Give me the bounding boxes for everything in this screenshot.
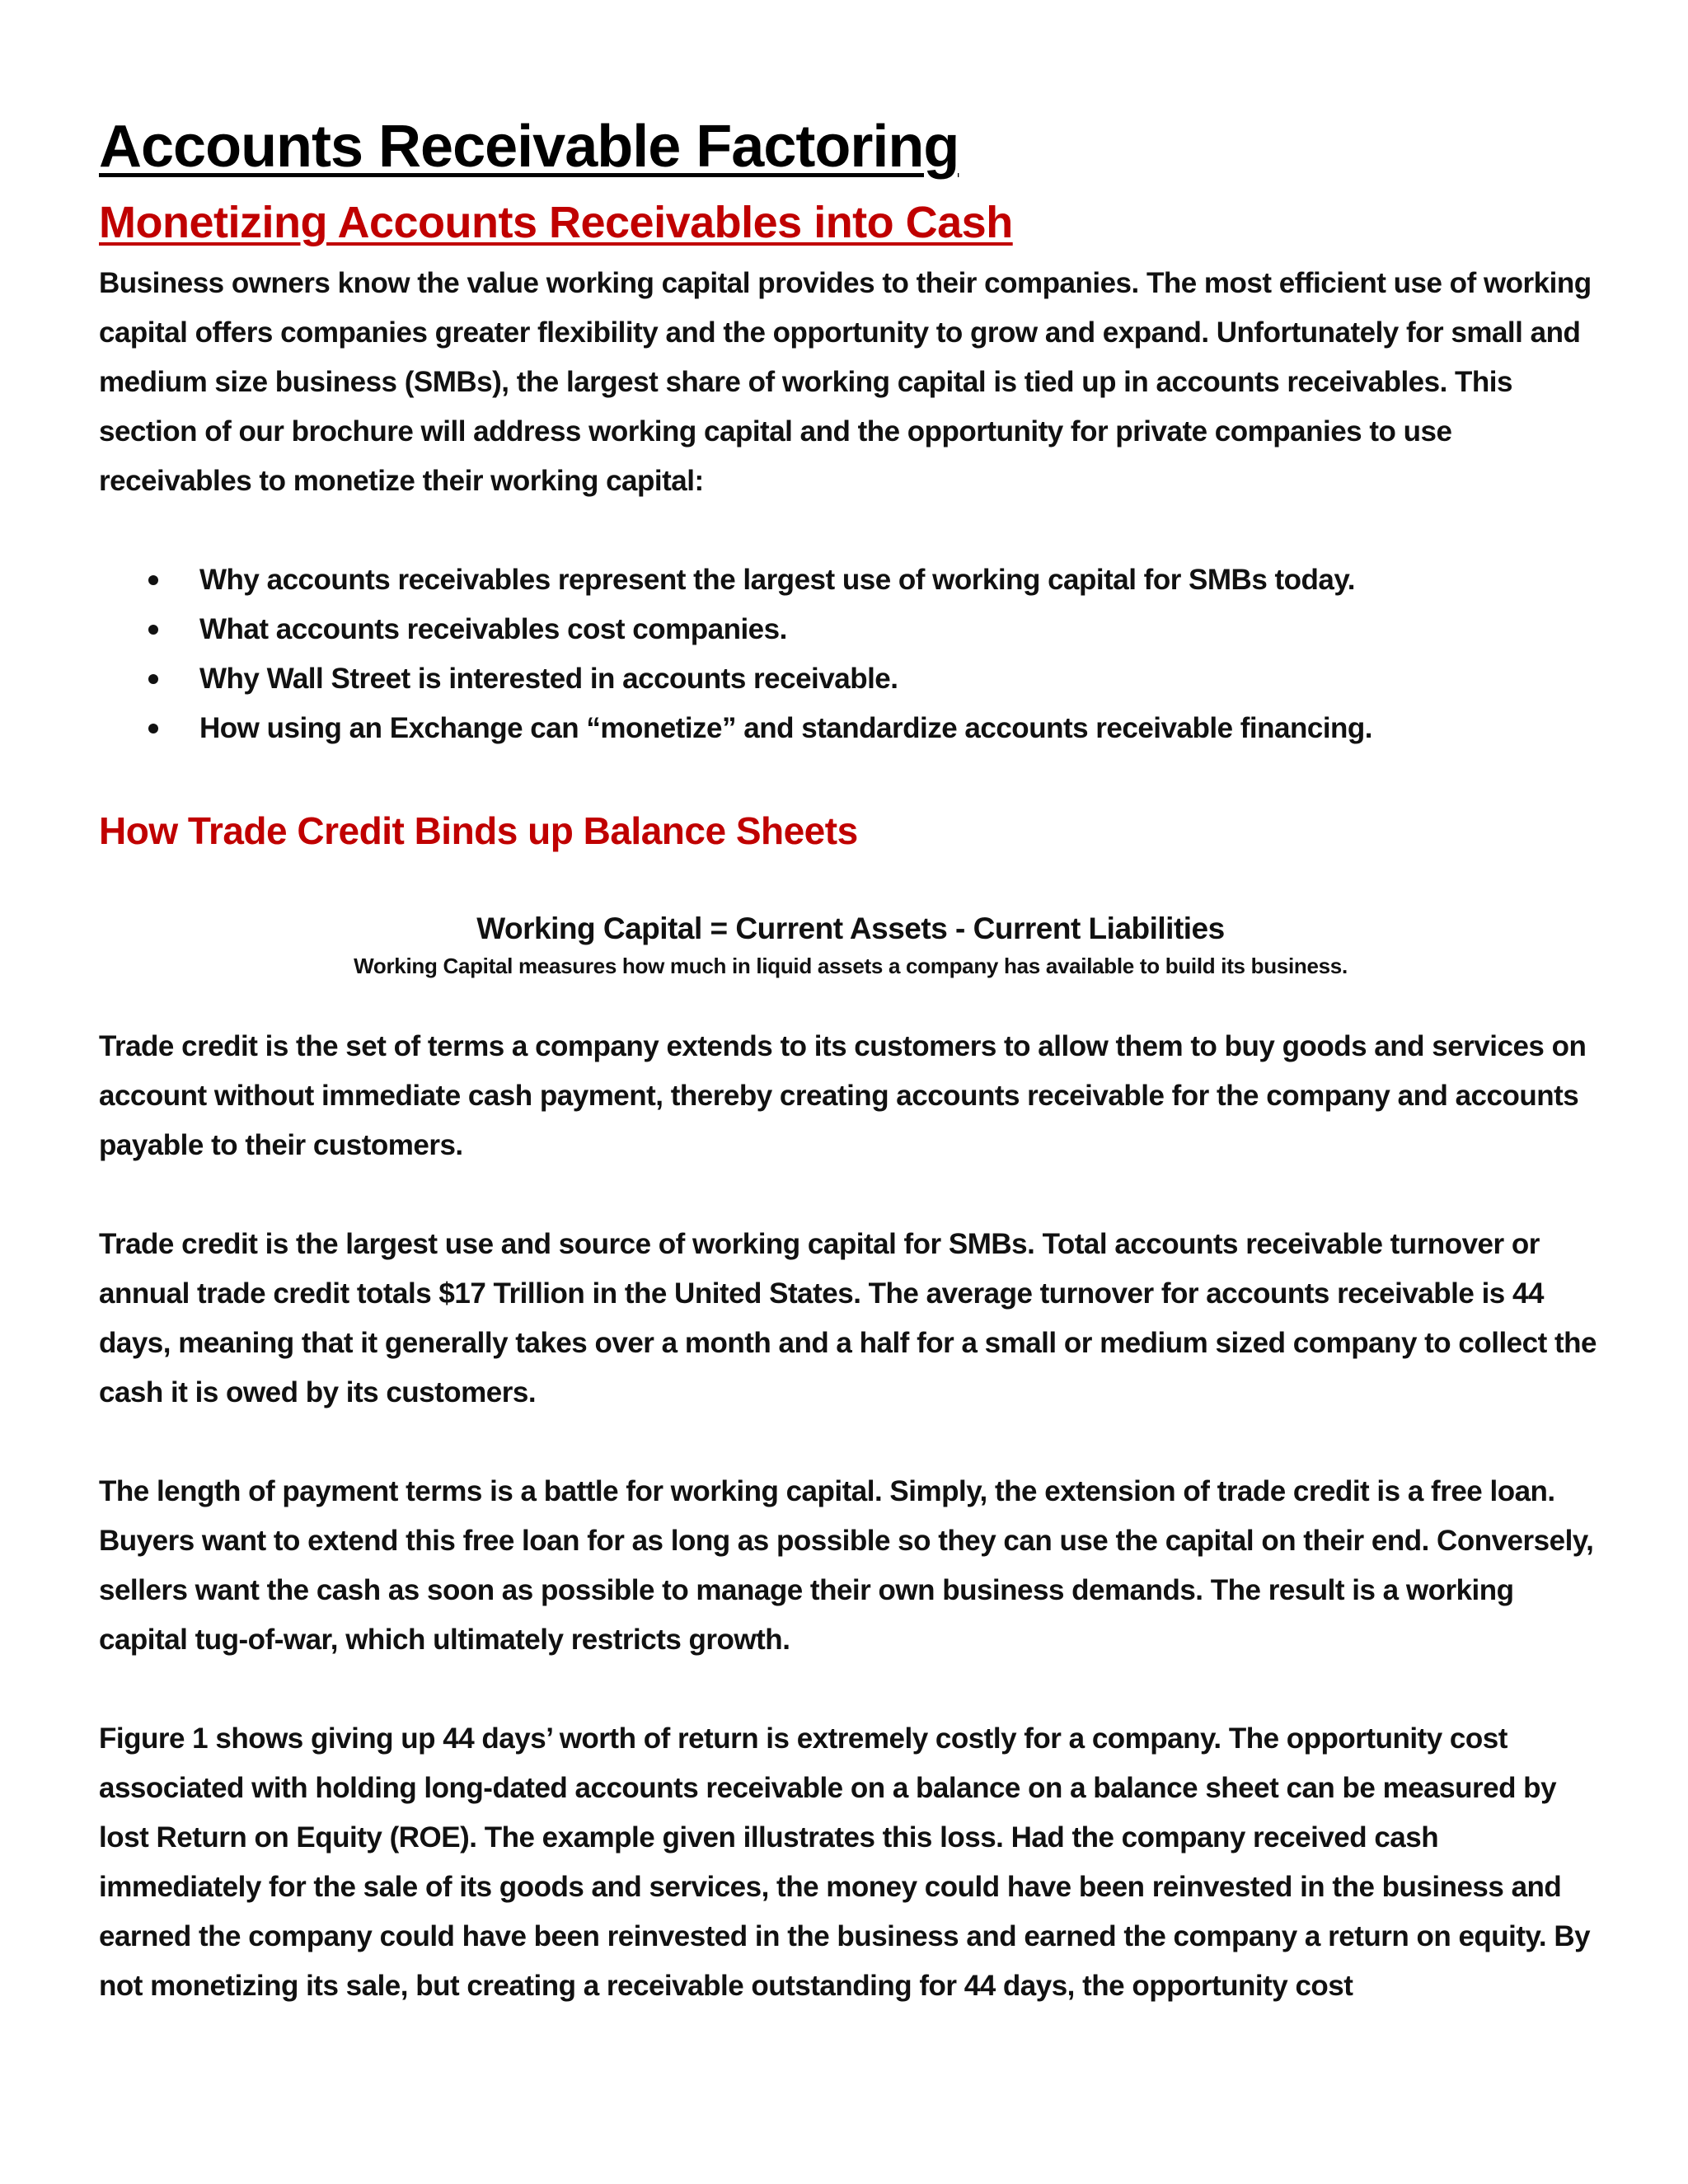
list-item-text: How using an Exchange can “monetize” and standardize accounts receivable financing. [199,712,1373,744]
page-subtitle: Monetizing Accounts Receivables into Cash [99,198,1013,247]
formula-block [99,908,1602,982]
formula-equation: Working Capital = Current Assets - Current Liabilities [476,912,1225,945]
bullet-icon [148,625,158,635]
body-paragraph: The length of payment terms is a battle for working capital. Simply, the extension of trade credit is a free loan. Buyers want to extend this free loan for as long as possible so they can use the capital on their end. Conversely, sellers want the cash as soon as possible to manage their own business demands. The result is a working capital tug-of-war, which ultimately restricts growth. [99,1475,1594,1656]
body-paragraph: Figure 1 shows giving up 44 days’ worth of return is extremely costly for a company. The opportunity cost associated with holding long-dated accounts receivable on a balance on a balance sheet can be measured by lost Return on Equity (ROE). The example given illustrates this loss. Had the company received cash immediately for the sale of its goods and services, the money could have been reinvested in the business and earned the company could have been reinvested in the business and earned the company a return on equity. By not monetizing its sale, but creating a receivable outstanding for 44 days, the opportunity cost [99,1722,1591,2002]
bullet-icon [148,575,158,585]
formula-note: Working Capital measures how much in liquid assets a company has available to build its business. [354,954,1348,978]
list-item-text: Why Wall Street is interested in accounts receivable. [199,663,898,695]
bullet-icon [148,674,158,684]
list-item-text: Why accounts receivables represent the largest use of working capital for SMBs today. [199,564,1355,596]
list-item [199,605,1602,654]
body-text [99,1022,1602,2011]
body-paragraph: Trade credit is the set of terms a company extends to its customers to allow them to buy goods and services on account without immediate cash payment, thereby creating accounts receivable for the company and accounts payable to their customers. [99,1030,1587,1161]
list-item-text: What accounts receivables cost companies. [199,613,787,645]
page-title: Accounts Receivable Factoring [99,114,959,180]
topic-list [99,555,1602,753]
list-item [199,654,1602,704]
body-paragraph: Trade credit is the largest use and source of working capital for SMBs. Total accounts receivable turnover or annual trade credit totals $17 Trillion in the United States. The average turnover for accounts receivable is 44 days, meaning that it generally takes over a month and a half for a small or medium sized company to collect the cash it is owed by its customers. [99,1228,1597,1408]
list-item [199,555,1602,605]
list-item [199,704,1602,753]
section-heading: How Trade Credit Binds up Balance Sheets [99,809,858,852]
bullet-icon [148,724,158,733]
intro-paragraph: Business owners know the value working capital provides to their companies. The most efficient use of working capital offers companies greater flexibility and the opportunity to grow and expand. Unfortunately for small and medium size business (SMBs), the largest share of working capital is tied up in accounts receivables. This section of our brochure will address working capital and the opportunity for private companies to use receivables to monetize their working capital: [99,267,1592,497]
